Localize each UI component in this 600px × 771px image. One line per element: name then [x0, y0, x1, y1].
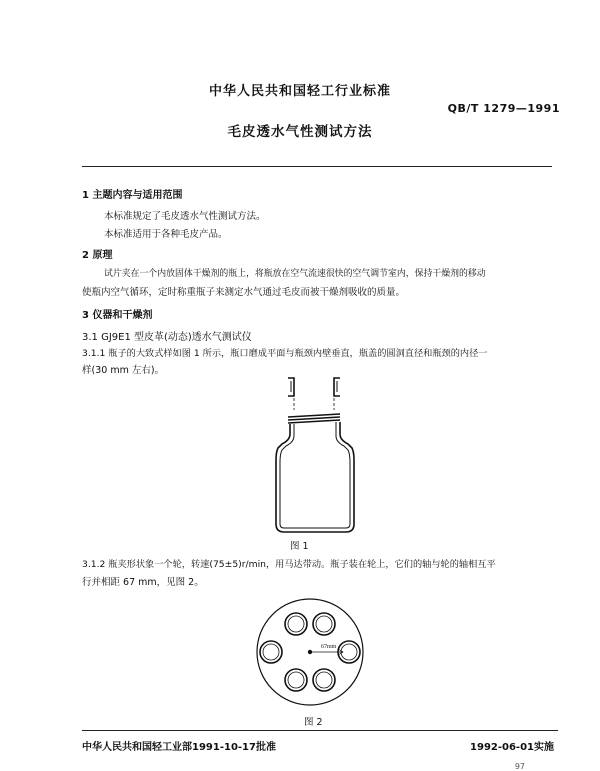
section-3-1-2-text-2: 行并相距 67 mm，见图 2。 — [82, 577, 204, 588]
page-number: 97 — [514, 762, 525, 771]
section-3-1-2-text-1: 3.1.2 瓶夹形状象一个轮，转速(75±5)r/min，用马达带动。瓶子装在轮上，它们的轴与轮的轴相互平 — [82, 559, 496, 570]
section-1-text-2: 本标准适用于各种毛皮产品。 — [104, 229, 228, 240]
section-1-heading: 1 主题内容与适用范围 — [82, 190, 183, 201]
standard-number: QB/T 1279—1991 — [447, 102, 560, 115]
figure-2-wheel-diagram — [255, 597, 365, 707]
figure-2-dimension-label: 67mm — [321, 644, 337, 650]
figure-2-caption: 图 2 — [304, 717, 323, 728]
section-3-heading: 3 仪器和干燥剂 — [82, 310, 153, 321]
figure-1-bottle-diagram — [270, 372, 370, 537]
header-divider — [82, 166, 552, 167]
standard-category-title: 中华人民共和国轻工行业标准 — [208, 84, 391, 99]
section-3-1-1-text-2: 样(30 mm 左右)。 — [82, 365, 165, 376]
section-1-text-1: 本标准规定了毛皮透水气性测试方法。 — [104, 211, 266, 222]
footer-divider — [82, 730, 558, 731]
figure-1-caption: 图 1 — [290, 541, 309, 552]
document-title: 毛皮透水气性测试方法 — [227, 124, 373, 140]
approval-line: 中华人民共和国轻工业部1991-10-17批准 — [82, 742, 276, 753]
section-3-1-1-text-1: 3.1.1 瓶子的大致式样如图 1 所示，瓶口磨成平面与瓶颈内壁垂直，瓶盖的圆洞直径和瓶颈的内径一 — [82, 348, 488, 359]
section-3-1-heading: 3.1 GJ9E1 型皮革(动态)透水气测试仪 — [82, 332, 252, 343]
section-2-text-1: 试片夹在一个内放固体干燥剂的瓶上，将瓶放在空气流速很快的空气调节室内，保持干燥剂的移动 — [104, 269, 486, 279]
section-2-text-2: 使瓶内空气循环，定时称重瓶子来测定水气通过毛皮而被干燥剂吸收的质量。 — [82, 287, 406, 298]
section-2-heading: 2 原理 — [82, 250, 113, 261]
effective-date-line: 1992-06-01实施 — [470, 742, 554, 753]
